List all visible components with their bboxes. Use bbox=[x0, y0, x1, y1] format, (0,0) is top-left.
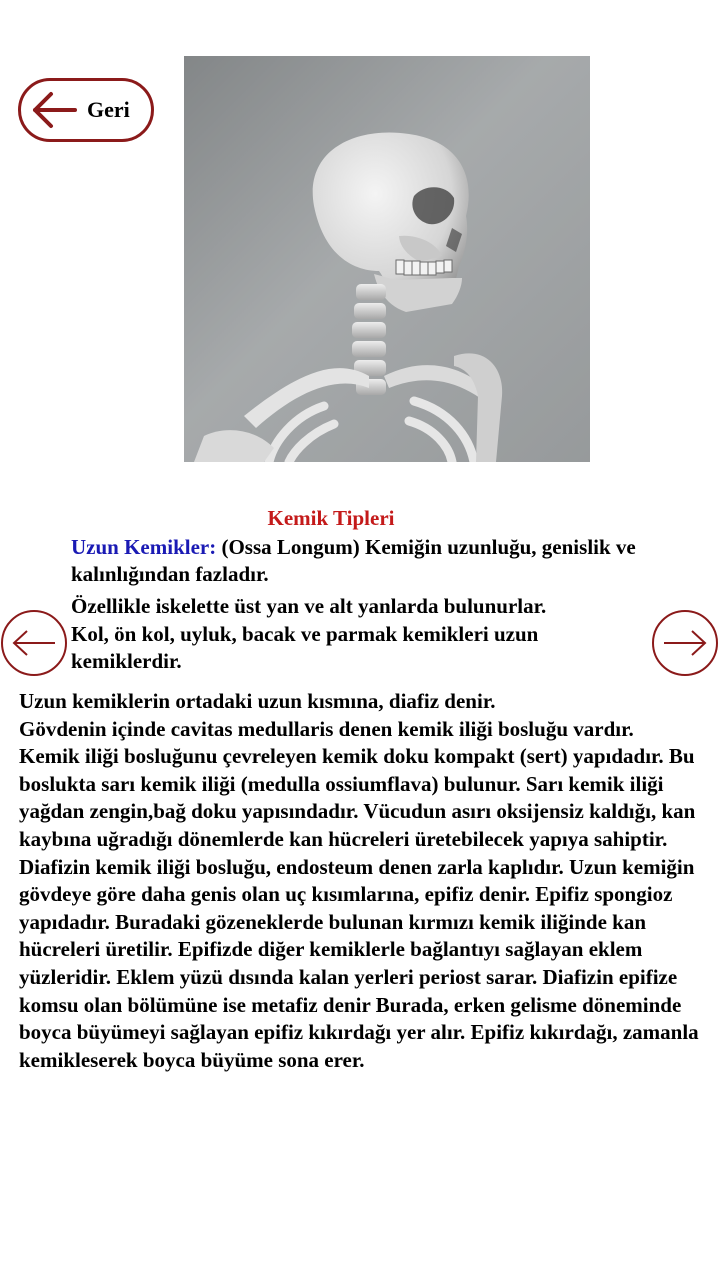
body-line: Kemik iliği bosluğunu çevreleyen kemik doku kompakt (sert) yapıdadır. Bu boslukta sarı kemik iliği (medulla ossiumflava) bulunur. Sarı kemik iliği yağdan zengin,bağ doku yapısındadır. Vücudun asırı oksijensiz kaldığı, kan kaybına uğradığı dönemlerde kan hücreleri üretebilecek yapıya sahiptir. Diafizin kemik iliği bosluğu, endosteum denen zarla kaplıdır. Uzun kemiğin gövdeye göre daha genis olan uç kısımlarına, epifiz denir. Epifiz spongioz yapıdadır. Buradaki gözeneklerde bulunan kırmızı kemik iliğinde kan hücreleri üretilir. Epifizde diğer kemiklerle bağlantıyı sağlayan eklem yüzleridir. Eklem yüzü dısında kalan yerleri periost sarar. Diafizin epifize komsu olan bölümüne ise metafiz denir Burada, erken gelisme döneminde boyca büyümeyi sağlayan epifiz kıkırdağı yer alır. Epifiz kıkırdağı, zamanla kemikleserek boyca büyüme sona erer. bbox=[19, 744, 699, 1072]
intro-paragraph bbox=[71, 534, 696, 588]
term-label: Uzun Kemikler: bbox=[71, 535, 217, 559]
feature-line: Özellikle iskelette üst yan ve alt yanlarda bulunurlar. bbox=[71, 594, 547, 618]
arrow-right-icon bbox=[662, 628, 708, 658]
back-button[interactable] bbox=[18, 78, 154, 142]
previous-page-button[interactable] bbox=[1, 610, 67, 676]
feature-line: Kol, ön kol, uyluk, bacak ve parmak kemikleri uzun kemiklerdir. bbox=[71, 621, 539, 673]
body-line: Uzun kemiklerin ortadaki uzun kısmına, diafiz denir. bbox=[19, 689, 496, 713]
back-button-label: Geri bbox=[87, 97, 130, 122]
arrow-left-icon bbox=[31, 90, 77, 130]
features-paragraph bbox=[71, 593, 631, 676]
next-page-button[interactable] bbox=[652, 610, 718, 676]
body-line: Gövdenin içinde cavitas medullaris denen kemik iliği bosluğu vardır. bbox=[19, 716, 634, 741]
page-title: Kemik Tipleri bbox=[267, 506, 395, 530]
arrow-left-icon bbox=[11, 628, 57, 658]
intro-text: (Ossa Longum) Kemiğin uzunluğu, genislik ve kalınlığından fazladır. bbox=[71, 535, 636, 586]
skeleton-image bbox=[184, 56, 590, 462]
body-text bbox=[19, 688, 719, 1074]
